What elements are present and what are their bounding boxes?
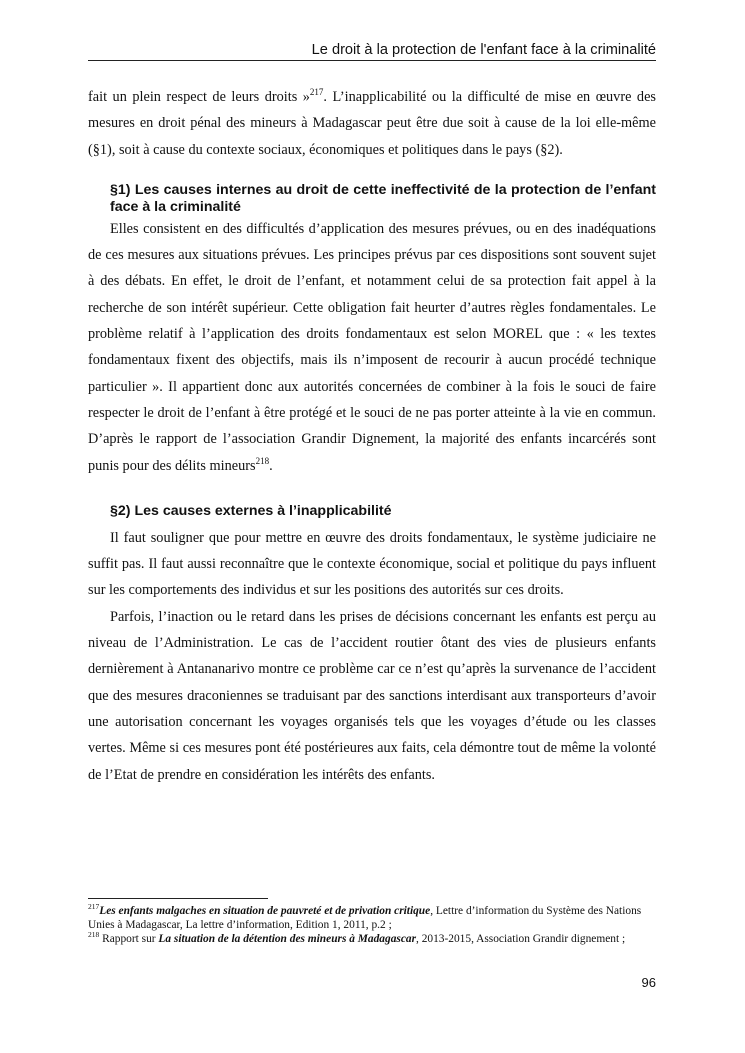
page-body (88, 84, 656, 788)
footnotes (88, 904, 656, 947)
page-number: 96 (641, 975, 656, 990)
header-title: Le droit à la protection de l'enfant face à la criminalité (311, 42, 656, 58)
footnote-separator (88, 898, 268, 899)
footnote-ref-218[interactable]: 218 (255, 455, 270, 466)
footnote-ref-217[interactable]: 217 (309, 87, 324, 98)
section-2-paragraph-2: Parfois, l’inaction ou le retard dans les prises de décisions concernant les enfants est perçu au niveau de l’Administration. Le cas de l’accident routier ôtant des vies de plusieurs enfants dernièrement à Antananarivo montre ce problème car ce n’est qu’après la survenance de l’accident que des mesures draconiennes se traduisant par des sanctions interdisant aux transporteurs d’avoir une autorisation concernant les voyages organisés tels que les voyages d’étude ou les classes vertes. Même si ces mesures pont été postérieures aux faits, cela démontre tout de même la volonté de l’Etat de prendre en considération les intérêts des enfants. (88, 608, 656, 783)
section-1-heading: §1) Les causes internes au droit de cette ineffectivité de la protection de l’enfant face à la criminalité (110, 181, 656, 215)
footnote-218: $^{218}$ Rapport sur La situation de la détention des mineurs à Madagascar, 2013-2015, Association Grandir dignement ; (88, 930, 626, 946)
footnote-217: $^{217}$Les enfants malgaches en situation de pauvreté et de privation critique, Lettre d’information du Système des Nations Unies à Madagascar, La lettre d’information, Edition 1, 2011, p.2 ; (88, 902, 642, 932)
section-2-heading: §2) Les causes externes à l’inapplicabilité (110, 502, 392, 519)
footnote-title: Les enfants malgaches en situation de pauvreté et de privation critique (99, 905, 431, 917)
section-1-paragraph: Elles consistent en des difficultés d’application des mesures prévues, ou en des inadéquations de ces mesures aux situations prévues. Les principes prévus par ces dispositions sont souvent sujet à des débats. En effet, le droit de l’enfant, et notamment celui de sa protection fait appel à la recherche de son intérêt supérieur. Cette obligation fait heurter d’autres règles fondamentales. Le problème relatif à l’application des droits fondamentaux est selon MOREL que : « les textes fondamentaux fixent des objectifs, mais ils n’imposent de recourir à aucun procédé technique particulier ». Il appartient donc aux autorités concernées de combiner à la fois le souci de faire respecter le droit de l’enfant à être protégé et le souci de ne pas porter atteinte à la vie en commun. D’après le rapport de l’association Grandir Dignement, la majorité des enfants incarcérés sont punis pour des délits mineurs$^{218}$. (88, 220, 656, 474)
intro-paragraph: fait un plein respect de leurs droits »$^{217}$. L’inapplicabilité ou la difficulté de mise en œuvre des mesures en droit pénal des mineurs à Madagascar peut être due soit à cause de la loi elle-même (§1), soit à cause du contexte sociaux, économiques et politiques dans le pays (§2). (88, 87, 656, 158)
section-2-paragraph-1: Il faut souligner que pour mettre en œuvre des droits fondamentaux, le système judiciaire ne suffit pas. Il faut aussi reconnaître que le contexte économique, social et politique du pays influent sur les comportements des individus et sur les positions des autorités sur ces droits. (88, 529, 656, 599)
footnote-title: La situation de la détention des mineurs à Madagascar (158, 933, 417, 946)
running-header (88, 42, 656, 61)
